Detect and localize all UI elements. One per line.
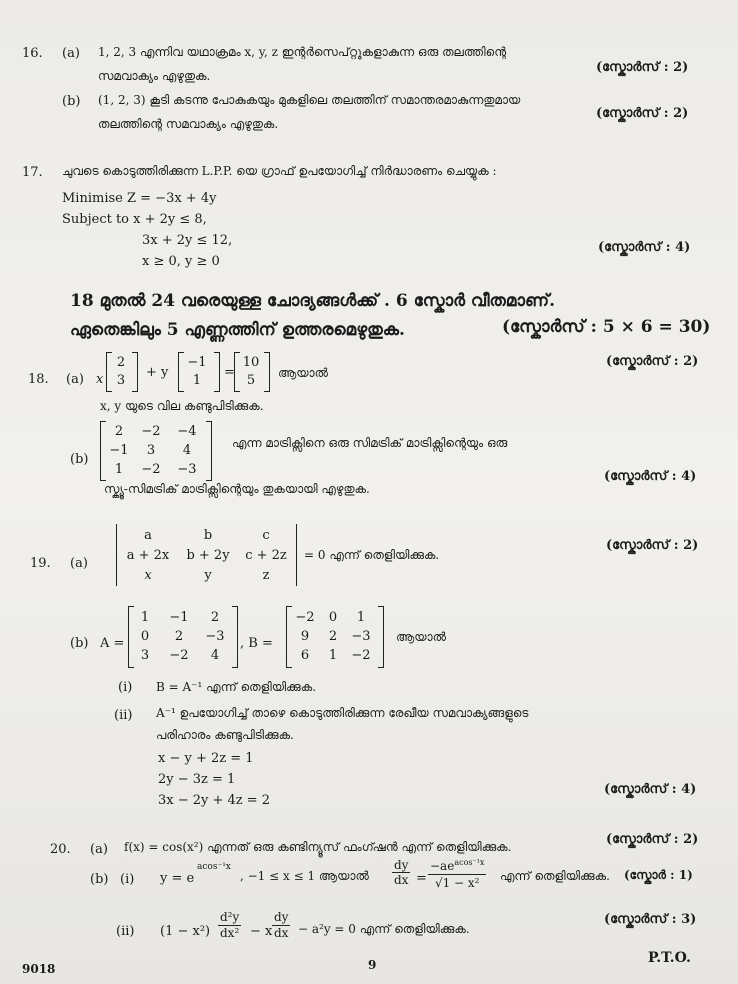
q18-number: 18. <box>28 372 49 387</box>
q19b-i-label: (i) <box>118 680 133 695</box>
q19b-after: ആയാൽ <box>396 630 446 644</box>
q19a-text: = 0 എന്ന് തെളിയിക്കുക. <box>304 548 440 562</box>
q19b-B-23: −3 <box>351 629 371 644</box>
q18a-line2: x, y യുടെ വില കണ്ടുപിടിക്കുക. <box>100 399 264 413</box>
q19a-det-left-bar <box>116 524 117 586</box>
q19b-B-label: , B = <box>240 636 273 651</box>
q20b-i-lhs-num: dy <box>394 858 409 872</box>
q20b-i-lhs-den: dx <box>394 873 409 887</box>
q20b-ii-label: (ii) <box>116 924 135 939</box>
q18b-left-bracket <box>100 421 106 481</box>
q20b-ii-frac1 <box>218 910 241 941</box>
q18a-equals: = <box>224 365 235 380</box>
q19b-B-22: 2 <box>328 629 338 644</box>
q20b-ii-post: − a²y = 0 എന്ന് തെളിയിക്കുക. <box>298 922 470 936</box>
q20b-label: (b) <box>90 872 109 887</box>
q18a-m2-r2: 1 <box>192 373 202 388</box>
q19b-A-23: −3 <box>205 629 225 644</box>
q18b-cell-13: −4 <box>177 424 197 439</box>
q19b-B-right-bracket <box>378 606 384 668</box>
q18a-m2-right-bracket <box>214 352 220 392</box>
q20b-ii-f1-num: d²y <box>220 910 240 924</box>
q19a-det-23: c + 2z <box>245 548 287 563</box>
q18a-plus-y: + y <box>146 365 169 380</box>
q19b-i-text: B = A⁻¹ എന്ന് തെളിയിക്കുക. <box>156 680 317 694</box>
q19b-ii-label: (ii) <box>114 708 133 723</box>
q18b-cell-33: −3 <box>177 462 197 477</box>
q19b-ii-text2: പരിഹാരം കണ്ടുപിടിക്കുക. <box>156 728 294 742</box>
section-heading-line1: 18 മുതൽ 24 വരെയുള്ള ചോദ്യങ്ങൾക്ക് . 6 സ്കോർ വീതമാണ്. <box>70 291 556 311</box>
q19-number: 19. <box>30 556 51 571</box>
q20b-i-eq: y = e <box>160 871 195 886</box>
q20b-ii-mid: − x <box>250 924 273 939</box>
q19b-B-12: 0 <box>328 610 338 625</box>
q19a-det-31: x <box>144 568 152 583</box>
paper-code: 9018 <box>22 962 56 976</box>
q18b-text2: സ്ക്യൂ-സിമട്രിക് മാട്രിക്സിന്റെയും തുകയായി എഴുതുക. <box>104 482 370 496</box>
q18b-text: എന്ന മാട്രിക്സിനെ ഒരു സിമട്രിക് മാട്രിക്സിന്റെയും ഒരു <box>232 436 508 450</box>
q16b-label: (b) <box>62 94 81 109</box>
q19b-label: (b) <box>70 636 89 651</box>
q19b-B-31: 6 <box>300 648 310 663</box>
page-number: 9 <box>368 958 377 972</box>
q19b-A-22: 2 <box>174 629 184 644</box>
q18b-cell-23: 4 <box>182 443 192 458</box>
q18a-x: x <box>96 372 104 387</box>
q17-text: ചുവടെ കൊടുത്തിരിക്കുന്ന L.P.P. യെ ഗ്രാഫ് ഉപയോഗിച്ച് നിർദ്ധാരണം ചെയ്യുക : <box>62 164 497 178</box>
q17-line4: x ≥ 0, y ≥ 0 <box>142 254 220 269</box>
q19a-det-21: a + 2x <box>126 548 170 563</box>
q19b-A-31: 3 <box>140 648 150 663</box>
q19a-det-33: z <box>262 568 270 583</box>
q20b-ii-f2-den: dx <box>274 926 289 940</box>
q16b-text2: തലത്തിന്റെ സമവാക്യം എഴുതുക. <box>98 117 279 131</box>
q18a-m3-r2: 5 <box>246 373 256 388</box>
section-marks: (സ്കോർസ് : 5 × 6 = 30) <box>502 317 711 337</box>
q19b-eq3: 3x − 2y + 4z = 2 <box>158 793 271 808</box>
q18b-cell-12: −2 <box>141 424 161 439</box>
q19b-eq1: x − y + 2z = 1 <box>158 751 254 766</box>
q20b-ii-pre: (1 − x²) <box>160 924 211 939</box>
q18a-m2-r1: −1 <box>187 355 207 370</box>
q20b-i-marks: (സ്കോർ : 1) <box>624 868 693 882</box>
q19a-det-11: a <box>144 528 152 543</box>
q19a-det-22: b + 2y <box>186 548 230 563</box>
q18a-label: (a) <box>66 372 84 387</box>
q16a-text: 1, 2, 3 എന്നിവ യഥാക്രമം x, y, z ഇന്റർസെപ്റ്റുകളാകുന്ന ഒരു തലത്തിന്റെ <box>98 45 507 59</box>
q19a-det-32: y <box>204 568 212 583</box>
q19a-det-12: b <box>203 528 213 543</box>
q20b-i-label: (i) <box>120 872 135 887</box>
q17-marks: (സ്കോർസ് : 4) <box>598 240 691 255</box>
q18a-m1-r2: 3 <box>116 373 126 388</box>
q17-number: 17. <box>22 165 43 180</box>
q19b-A-12: −1 <box>169 610 189 625</box>
q20b-ii-frac2 <box>272 910 290 941</box>
q16b-text: (1, 2, 3) കൂടി കടന്നു പോകുകയും മുകളിലെ തലത്തിന് സമാന്തരമാകുന്നതുമായ <box>98 93 521 107</box>
q20a-text: f(x) = cos(x²) എന്നത് ഒരു കണ്ടിന്യൂസ് ഫംഗ്ഷൻ എന്ന് തെളിയിക്കുക. <box>124 840 512 854</box>
q18b-right-bracket <box>206 421 212 481</box>
q20b-ii-f2-num: dy <box>274 910 289 924</box>
q20b-i-eq2: = <box>416 871 427 886</box>
q18b-cell-11: 2 <box>114 424 124 439</box>
q16a-text2: സമവാക്യം എഴുതുക. <box>98 69 211 83</box>
q19a-marks: (സ്കോർസ് : 2) <box>606 538 699 553</box>
q20b-i-rhs-frac <box>428 855 486 891</box>
q19b-B-21: 9 <box>300 629 310 644</box>
q19b-A-label: A = <box>100 636 125 651</box>
q17-line2: Subject to x + 2y ≤ 8, <box>62 212 207 227</box>
q16a-label: (a) <box>62 46 80 61</box>
q20b-i-lhs-frac <box>392 858 410 887</box>
q19b-marks: (സ്കോർസ് : 4) <box>604 782 697 797</box>
q18b-cell-21: −1 <box>109 443 129 458</box>
q20b-i-rhs-num: −ae <box>430 859 455 873</box>
q19a-det-13: c <box>262 528 270 543</box>
q19b-B-left-bracket <box>286 606 292 668</box>
q19b-B-13: 1 <box>356 610 366 625</box>
q20b-i-after: എന്ന് തെളിയിക്കുക. <box>500 869 610 883</box>
q20b-i-rhs-num-exp: acos⁻¹x <box>454 858 485 867</box>
q20-number: 20. <box>50 842 71 857</box>
q18b-marks: (സ്കോർസ് : 4) <box>604 469 697 484</box>
q19b-A-33: 4 <box>210 648 220 663</box>
q18a-m2-left-bracket <box>178 352 184 392</box>
q18b-cell-31: 1 <box>114 462 124 477</box>
q20a-label: (a) <box>90 842 108 857</box>
q17-line3: 3x + 2y ≤ 12, <box>142 233 233 248</box>
q18a-m1-r1: 2 <box>116 355 126 370</box>
q19a-label: (a) <box>70 556 88 571</box>
q20b-ii-marks: (സ്കോർസ് : 3) <box>604 912 697 927</box>
q18a-m3-right-bracket <box>264 352 270 392</box>
q19b-B-33: −2 <box>351 648 371 663</box>
q19b-A-right-bracket <box>232 606 238 668</box>
q16-number: 16. <box>22 46 43 61</box>
section-heading-line2: ഏതെങ്കിലും 5 എണ്ണത്തിന് ഉത്തരമെഴുതുക. <box>70 320 405 340</box>
q19b-ii-text: A⁻¹ ഉപയോഗിച്ച് താഴെ കൊടുത്തിരിക്കുന്ന രേഖീയ സമവാക്യങ്ങളുടെ <box>156 706 529 720</box>
q19b-B-11: −2 <box>295 610 315 625</box>
q17-line1: Minimise Z = −3x + 4y <box>62 191 217 206</box>
q19b-A-21: 0 <box>140 629 150 644</box>
q18b-cell-22: 3 <box>146 443 156 458</box>
q19b-A-32: −2 <box>169 648 189 663</box>
q19b-A-13: 2 <box>210 610 220 625</box>
q19b-eq2: 2y − 3z = 1 <box>158 772 236 787</box>
q18a-marks: (സ്കോർസ് : 2) <box>606 354 699 369</box>
q18a-m1-right-bracket <box>132 352 138 392</box>
q19a-det-right-bar <box>296 524 297 586</box>
q20b-i-range: , −1 ≤ x ≤ 1 ആയാൽ <box>240 869 369 883</box>
q18a-m3-r1: 10 <box>242 355 260 370</box>
q18b-cell-32: −2 <box>141 462 161 477</box>
q20a-marks: (സ്കോർസ് : 2) <box>606 832 699 847</box>
pto-label: P.T.O. <box>648 950 691 966</box>
q20b-i-exp: acos⁻¹x <box>197 862 231 872</box>
q16a-marks: (സ്കോർസ് : 2) <box>596 60 689 75</box>
q18a-after: ആയാൽ <box>278 366 328 380</box>
q20b-i-rhs-den: √1 − x² <box>434 876 480 890</box>
q19b-A-11: 1 <box>140 610 150 625</box>
q19b-B-32: 1 <box>328 648 338 663</box>
q18b-label: (b) <box>70 452 89 467</box>
q16b-marks: (സ്കോർസ് : 2) <box>596 106 689 121</box>
q20b-ii-f1-den: dx² <box>220 926 240 940</box>
